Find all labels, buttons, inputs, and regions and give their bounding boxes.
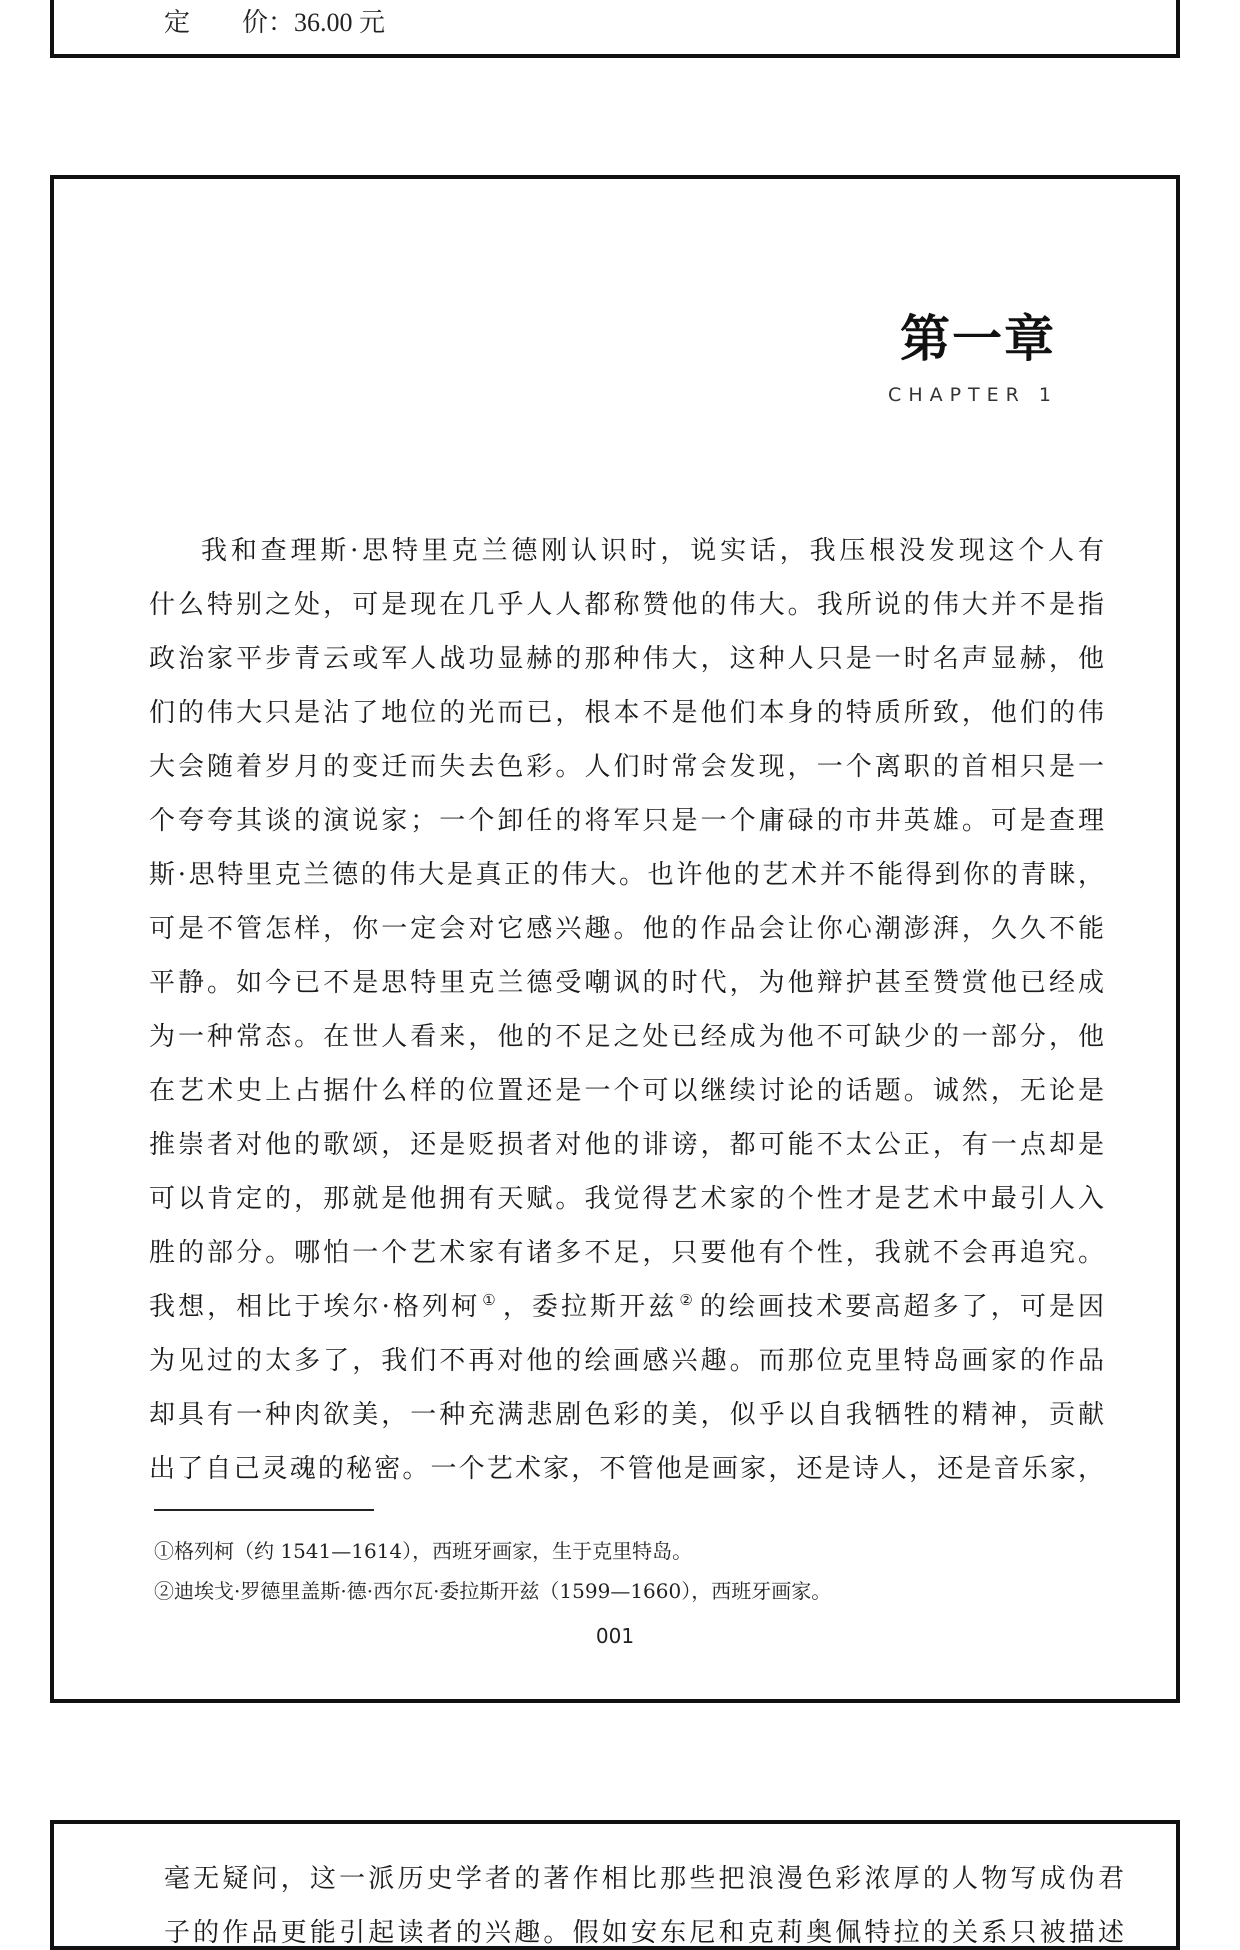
footnote-divider (154, 1509, 374, 1511)
footnote-ref-2: ② (679, 1291, 696, 1310)
footnote-ref-1: ① (482, 1291, 499, 1310)
text-line: 我和查理斯·思特里克兰德刚认识时，说实话，我压根没发现这个人有 (201, 536, 1104, 566)
text-line: 个夸夸其谈的演说家；一个卸任的将军只是一个庸碌的市井英雄。可是查理 (149, 806, 1104, 836)
text-line: 什么特别之处，可是现在几乎人人都称赞他的伟大。我所说的伟大并不是指 (149, 590, 1104, 620)
price-card (50, 0, 1180, 58)
chapter-title: 第一章 (900, 309, 1056, 368)
text-line: 们的伟大只是沾了地位的光而已，根本不是他们本身的特质所致，他们的伟 (149, 698, 1104, 728)
page-number: 001 (595, 1624, 635, 1648)
next-page-preview (50, 1820, 1180, 1950)
price-label: 定 价： (164, 8, 295, 38)
text-line: 毫无疑问，这一派历史学者的著作相比那些把浪漫色彩浓厚的人物写成伪君 (164, 1864, 1124, 1894)
text-line: 为见过的太多了，我们不再对他的绘画感兴趣。而那位克里特岛画家的作品 (149, 1346, 1104, 1376)
price-value: 36.00 元 (294, 8, 386, 37)
preview-body (164, 1852, 1124, 1950)
text-line: 推崇者对他的歌颂，还是贬损者对他的诽谤，都可能不太公正，有一点却是 (149, 1130, 1104, 1160)
text-line: 可是不管怎样，你一定会对它感兴趣。他的作品会让你心潮澎湃，久久不能 (149, 914, 1104, 944)
footnotes (154, 1531, 1134, 1611)
footnote-1: ①格列柯（约 1541—1614），西班牙画家，生于克里特岛。 (154, 1539, 693, 1563)
text-line: 在艺术史上占据什么样的位置还是一个可以继续讨论的话题。诚然，无论是 (149, 1076, 1104, 1106)
footnote-2: ②迪埃戈·罗德里盖斯·德·西尔瓦·委拉斯开兹（1599—1660），西班牙画家。 (154, 1579, 832, 1603)
text-line: 可以肯定的，那就是他拥有天赋。我觉得艺术家的个性才是艺术中最引人入 (149, 1184, 1104, 1214)
text-segment: 的绘画技术要高超多了，可是因 (699, 1292, 1105, 1322)
text-line: 却具有一种肉欲美，一种充满悲剧色彩的美，似乎以自我牺牲的精神，贡献 (149, 1400, 1104, 1430)
text-line-with-refs (149, 1280, 1104, 1334)
price-line (164, 2, 385, 39)
text-line: 为一种常态。在世人看来，他的不足之处已经成为他不可缺少的一部分，他 (149, 1022, 1104, 1052)
book-page (50, 175, 1180, 1703)
text-segment: ，委拉斯开兹 (502, 1292, 678, 1322)
text-line: 斯·思特里克兰德的伟大是真正的伟大。也许他的艺术并不能得到你的青睐， (149, 860, 1105, 890)
chapter-subtitle: CHAPTER 1 (888, 384, 1058, 406)
chapter-body (149, 524, 1104, 1496)
text-segment: 我想，相比于埃尔·格列柯 (149, 1292, 481, 1322)
text-line: 出了自己灵魂的秘密。一个艺术家，不管他是画家，还是诗人，还是音乐家， (149, 1454, 1104, 1484)
text-line: 大会随着岁月的变迁而失去色彩。人们时常会发现，一个离职的首相只是一 (149, 752, 1104, 782)
text-line: 平静。如今已不是思特里克兰德受嘲讽的时代，为他辩护甚至赞赏他已经成 (149, 968, 1104, 998)
text-line: 子的作品更能引起读者的兴趣。假如安东尼和克莉奥佩特拉的关系只被描述 (164, 1918, 1124, 1948)
text-line: 胜的部分。哪怕一个艺术家有诸多不足，只要他有个性，我就不会再追究。 (149, 1238, 1104, 1268)
text-line: 政治家平步青云或军人战功显赫的那种伟大，这种人只是一时名声显赫，他 (149, 644, 1104, 674)
